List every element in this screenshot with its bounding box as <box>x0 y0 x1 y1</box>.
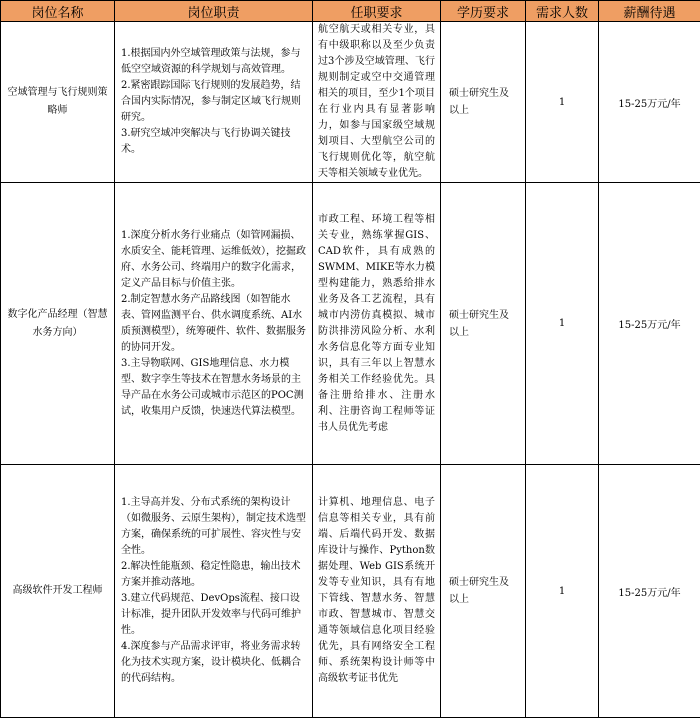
job-salary: 15-25万元/年 <box>599 183 700 465</box>
duty-item: 4.深度参与产品需求评审，将业务需求转化为技术实现方案，设计模块化、低耦合的代码结构。 <box>121 639 306 687</box>
job-duties <box>115 183 313 465</box>
header-requirements: 任职要求 <box>313 1 441 22</box>
header-count: 需求人数 <box>526 1 599 22</box>
job-duties <box>115 465 313 718</box>
duty-item: 1.主导高并发、分布式系统的架构设计（如微服务、云原生架构），制定技术选型方案，确保系统的可扩展性、容灾性与安全性。 <box>121 495 306 559</box>
job-education: 硕士研究生及以上 <box>441 465 526 718</box>
duty-item: 1.根据国内外空域管理政策与法规，参与低空空域资源的科学规划与高效管理。 <box>121 46 306 78</box>
job-name: 数字化产品经理（智慧水务方向） <box>1 183 115 465</box>
job-count: 1 <box>526 22 599 183</box>
duty-item: 2.制定智慧水务产品路线图（如智能水表、管网监测平台、供水调度系统、AI水质预测模型），统筹硬件、软件、数据服务的协同开发。 <box>121 292 306 356</box>
duty-item: 3.主导物联网、GIS地理信息、水力模型、数字孪生等技术在智慧水务场景的主导产品在水务公司或城市示范区的POC测试，收集用户反馈，快速迭代算法模型。 <box>121 356 306 420</box>
job-name: 空域管理与飞行规则策略师 <box>1 22 115 183</box>
header-salary: 薪酬待遇 <box>599 1 700 22</box>
job-education: 硕士研究生及以上 <box>441 183 526 465</box>
job-salary: 15-25万元/年 <box>599 465 700 718</box>
table-row <box>1 183 700 465</box>
table-row <box>1 22 700 183</box>
duty-item: 2.紧密跟踪国际飞行规则的发展趋势，结合国内实际情况，参与制定区域飞行规则研究。 <box>121 78 306 126</box>
header-name: 岗位名称 <box>1 1 115 22</box>
duty-item: 3.研究空域冲突解决与飞行协调关键技术。 <box>121 126 306 158</box>
job-duties <box>115 22 313 183</box>
header-duties: 岗位职责 <box>115 1 313 22</box>
job-count: 1 <box>526 465 599 718</box>
table-header-row <box>1 1 700 22</box>
duty-item: 3.建立代码规范、DevOps流程、接口设计标准，提升团队开发效率与代码可维护性。 <box>121 591 306 639</box>
job-requirements: 航空航天或相关专业，具有中级职称以及至少负责过3个涉及空域管理、飞行规则制定或空中交通管理相关的项目，至少1个项目在行业内具有显著影响力，如参与国家级空域规划项目、大型航空公司的飞行规则优化等，航空航天等相关领域专业优先。 <box>313 22 441 183</box>
job-requirements: 市政工程、环境工程等相关专业，熟练掌握GIS、CAD软件，具有成熟的SWMM、MIKE等水力模型构建能力，熟悉给排水业务及各工艺流程，具有城市内涝仿真模拟、城市防洪排涝风险分析、水利水务信息化等方面专业知识，具有三年以上智慧水务相关工作经验优先。具备注册给排水、注册水利、注册咨询工程师等证书人员优先考虑 <box>313 183 441 465</box>
duty-item: 1.深度分析水务行业痛点（如管网漏损、水质安全、能耗管理、运维低效），挖掘政府、水务公司、终端用户的数字化需求，定义产品目标与价值主张。 <box>121 228 306 292</box>
job-salary: 15-25万元/年 <box>599 22 700 183</box>
job-requirements: 计算机、地理信息、电子信息等相关专业，具有前端、后端代码开发、数据库设计与操作、Python数据处理、Web GIS系统开发等专业知识，具有有地下管线、智慧水务、智慧市政、智慧城市、智慧交通等领域信息化项目经验优先，具有网络安全工程师、系统架构设计师等中高级软考证书优先 <box>313 465 441 718</box>
job-education: 硕士研究生及以上 <box>441 22 526 183</box>
table-row <box>1 465 700 718</box>
duty-item: 2.解决性能瓶颈、稳定性隐患，输出技术方案并推动落地。 <box>121 559 306 591</box>
header-education: 学历要求 <box>441 1 526 22</box>
job-count: 1 <box>526 183 599 465</box>
job-name: 高级软件开发工程师 <box>1 465 115 718</box>
